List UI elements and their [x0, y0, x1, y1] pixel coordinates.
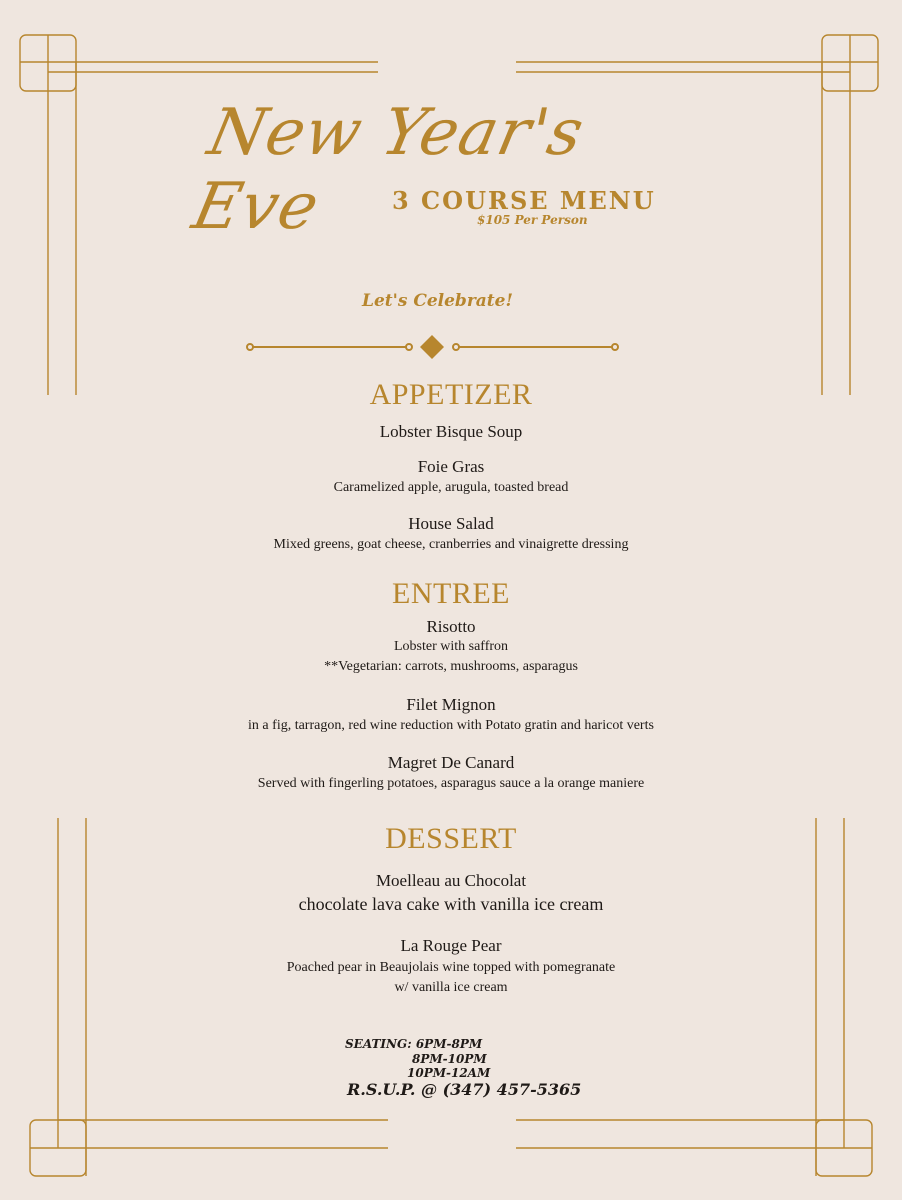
menu-item-description: Mixed greens, goat cheese, cranberries and vinaigrette dressing — [273, 537, 629, 552]
menu-item-description: chocolate lava cake with vanilla ice cream — [298, 894, 604, 914]
menu-item-name: La Rouge Pear — [400, 936, 502, 955]
menu-item-name: Moelleau au Chocolat — [375, 871, 527, 890]
menu-item-name: House Salad — [408, 514, 494, 533]
section-heading-dessert: DESSERT — [385, 822, 517, 855]
course-menu-heading: 3 COURSE MENU — [392, 186, 656, 215]
menu-item-description: in a fig, tarragon, red wine reduction with Potato gratin and haricot verts — [248, 718, 654, 733]
menu-item-name: Lobster Bisque Soup — [379, 422, 523, 441]
section-heading-appetizer: APPETIZER — [369, 378, 533, 411]
menu-item-description: w/ vanilla ice cream — [394, 980, 508, 995]
price-label: $105 Per Person — [477, 213, 588, 227]
rsvp-phone: R.S.U.P. @ (347) 457-5365 — [347, 1080, 582, 1099]
menu-item-name: Filet Mignon — [406, 695, 496, 714]
menu-item-description: Served with fingerling potatoes, asparagus sauce a la orange maniere — [257, 776, 645, 791]
tagline: Let's Celebrate! — [362, 291, 513, 311]
menu-item-name: Risotto — [426, 617, 476, 636]
menu-item-name: Foie Gras — [417, 457, 485, 476]
seating-time: 10PM-12AM — [407, 1066, 491, 1080]
seating-time: SEATING: 6PM-8PM — [345, 1037, 483, 1051]
title-script: New Year's Eve — [186, 96, 591, 244]
menu-item-description: **Vegetarian: carrots, mushrooms, asparagus — [324, 659, 578, 674]
section-heading-entree: ENTREE — [392, 577, 510, 610]
ornament-divider — [244, 332, 620, 362]
menu-item-description: Caramelized apple, arugula, toasted bread — [333, 480, 569, 495]
seating-time: 8PM-10PM — [412, 1052, 487, 1066]
menu-item-description: Lobster with saffron — [393, 639, 509, 654]
menu-item-description: Poached pear in Beaujolais wine topped with pomegranate — [286, 960, 616, 975]
menu-item-name: Magret De Canard — [387, 753, 515, 772]
